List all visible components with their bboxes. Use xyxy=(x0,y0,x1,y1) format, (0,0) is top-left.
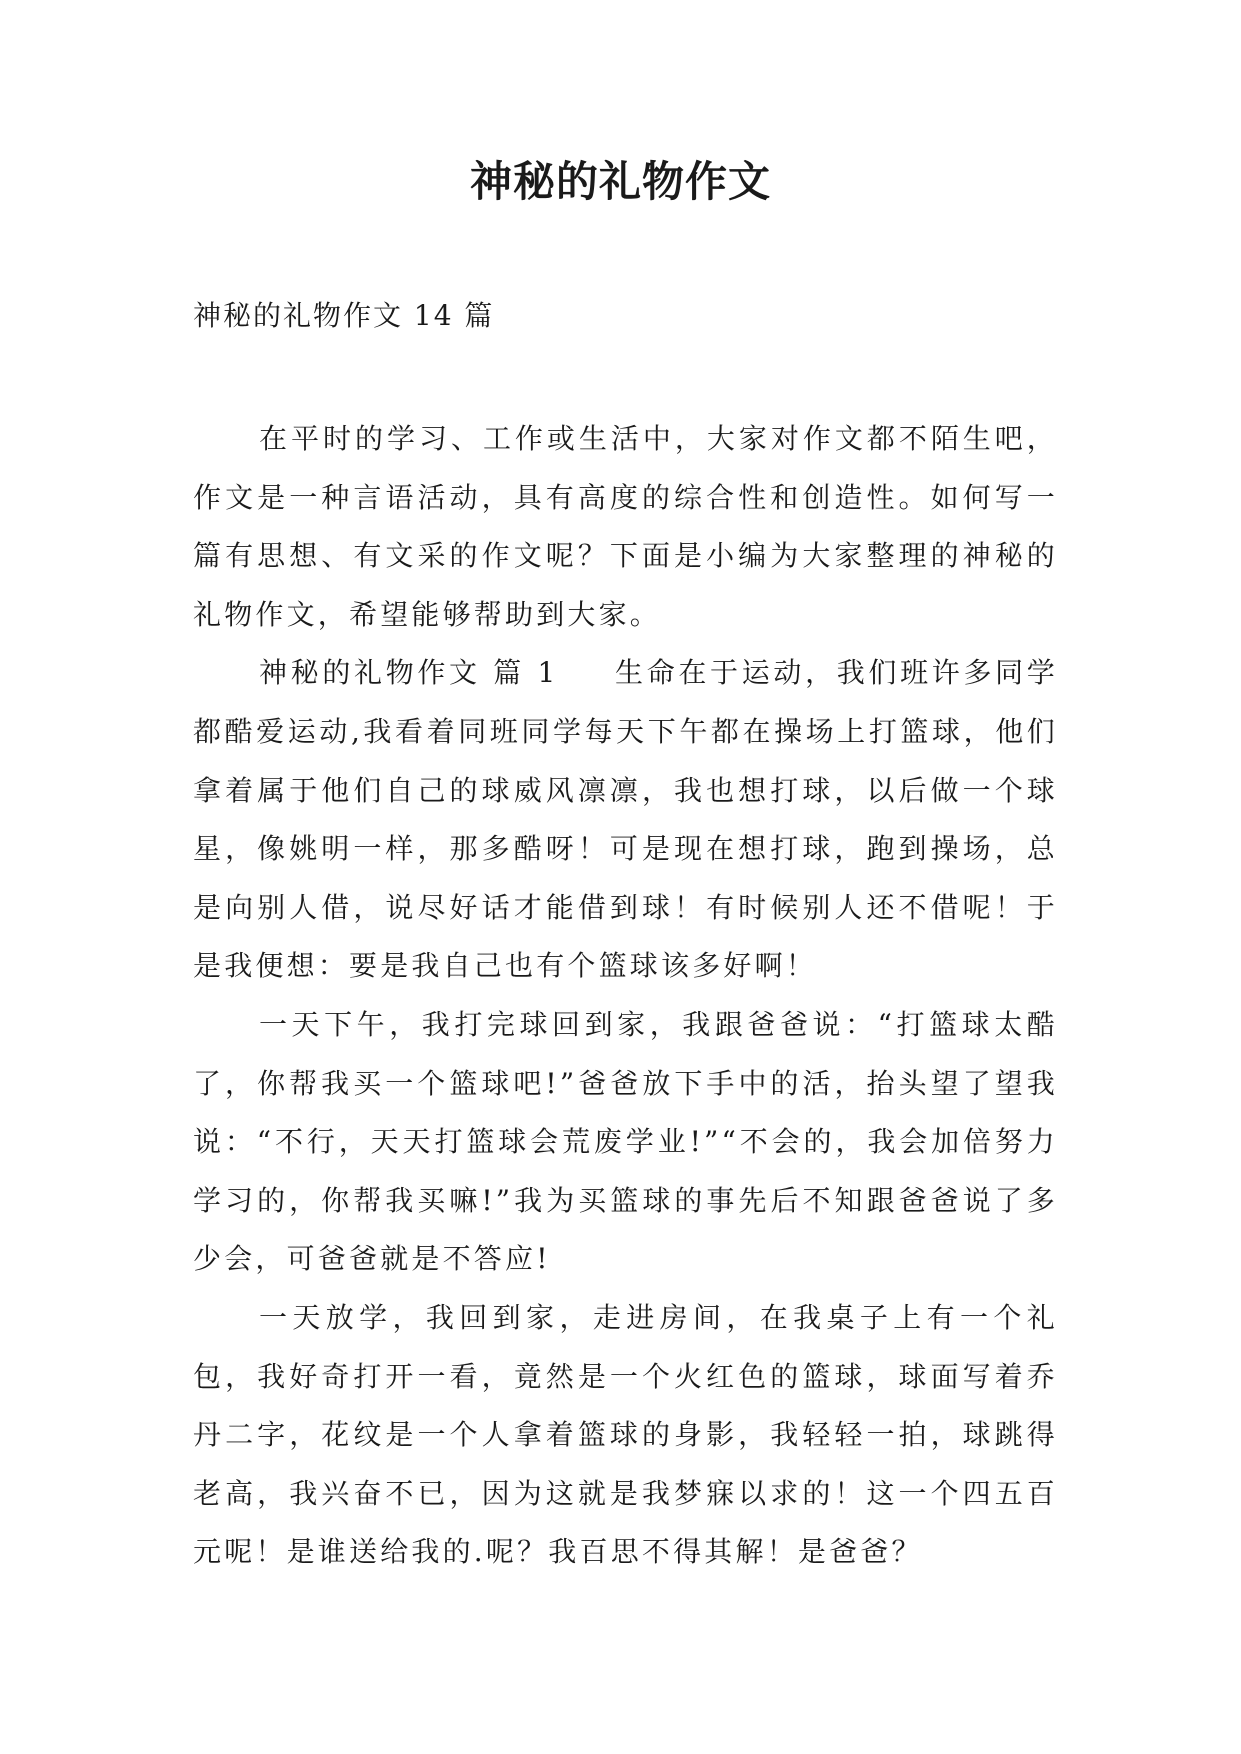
intro-paragraph: 在平时的学习、工作或生活中，大家对作文都不陌生吧，作文是一种言语活动，具有高度的综合性和创造性。如何写一篇有思想、有文采的作文呢？下面是小编为大家整理的神秘的礼物作文，希望能够帮助到大家。 xyxy=(193,422,1058,631)
section-1-heading: 神秘的礼物作文 篇 1 xyxy=(259,656,559,690)
document-title: 神秘的礼物作文 xyxy=(469,157,771,206)
section-1-text: 生命在于运动，我们班许多同学都酷爱运动,我看着同班同学每天下午都在操场上打篮球，他们拿着属于他们自己的球威风凛凛，我也想打球，以后做一个球星，像姚明一样，那多酷呀！可是现在想打球，跑到操场，总是向别人借，说尽好话才能借到球！有时候别人还不借呢！于是我便想：要是我自己也有个篮球该多好啊！ xyxy=(193,656,1058,983)
document-subtitle: 神秘的礼物作文 14 篇 xyxy=(193,299,495,332)
section-1-paragraph xyxy=(193,644,1058,996)
document-body xyxy=(193,410,1058,1582)
paragraph-basketball-request: 一天下午，我打完球回到家，我跟爸爸说：“打篮球太酷了，你帮我买一个篮球吧!”爸爸放下手中的活，抬头望了望我说：“不行，天天打篮球会荒废学业!”“不会的，我会加倍努力学习的，你帮我买嘛!”我为买篮球的事先后不知跟爸爸说了多少会，可爸爸就是不答应! xyxy=(193,1007,1058,1276)
paragraph-gift-discovery: 一天放学，我回到家，走进房间，在我桌子上有一个礼包，我好奇打开一看，竟然是一个火红色的篮球，球面写着乔丹二字，花纹是一个人拿着篮球的身影，我轻轻一拍，球跳得老高，我兴奋不已，因为这就是我梦寐以求的！这一个四五百元呢！是谁送给我的.呢？我百思不得其解！是爸爸？ xyxy=(193,1300,1058,1569)
